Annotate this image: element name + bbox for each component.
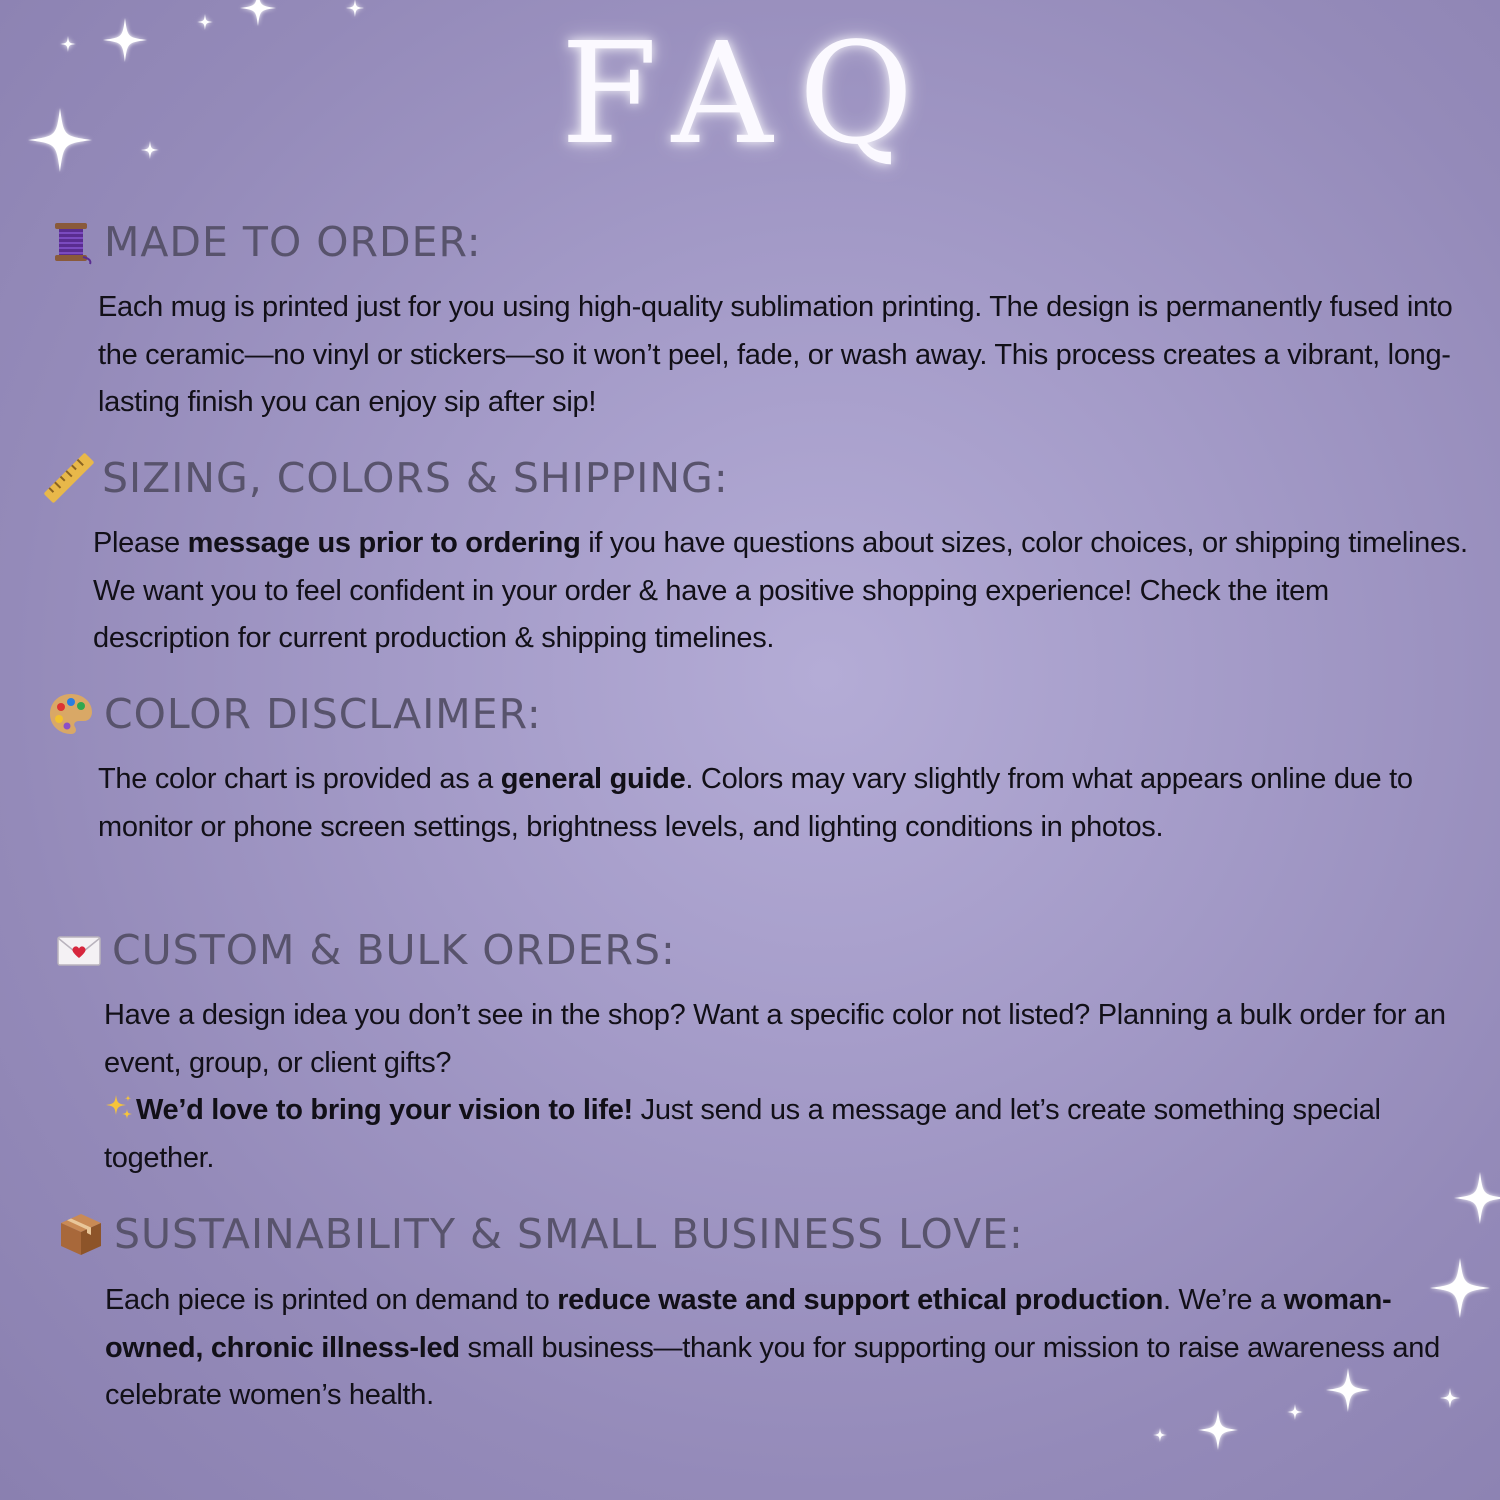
section-heading (46, 212, 482, 272)
section-body (98, 284, 1468, 427)
section-body (98, 756, 1458, 851)
section-made-to-order (46, 212, 482, 272)
love-letter-icon (54, 925, 104, 975)
body-text: Have a design idea you don’t see in the shop? Want a specific color not listed? Planning a bulk order for an event, group, or client gifts? (104, 999, 1446, 1079)
section-sustainability (56, 1204, 1024, 1264)
body-text: Just send us a message and let’s create something special together. (104, 1094, 1381, 1174)
section-heading (54, 920, 676, 980)
section-heading-text: SUSTAINABILITY & SMALL BUSINESS LOVE: (114, 1210, 1024, 1258)
body-text: Please (93, 527, 188, 559)
ruler-icon (44, 453, 94, 503)
body-text: if you have questions about sizes, color choices, or shipping timelines. We want you to feel confident in your order & have a positive shopping experience! Check the item description for current production & shipping timelines. (93, 527, 1468, 654)
page-title: FAQ (560, 13, 940, 176)
section-body (104, 992, 1464, 1182)
section-sizing-colors-shipping (44, 448, 729, 508)
bold-text: general guide (500, 763, 686, 795)
section-heading-text: COLOR DISCLAIMER: (104, 690, 542, 738)
thread-spool-icon (46, 217, 96, 267)
package-icon (56, 1209, 106, 1259)
body-text: Each piece is printed on demand to (105, 1284, 558, 1316)
section-heading (44, 448, 729, 508)
section-body (105, 1277, 1465, 1420)
body-text: . We’re a (1163, 1284, 1284, 1316)
section-color-disclaimer (46, 684, 542, 744)
body-text: . Colors may vary slightly from what appears online due to monitor or phone screen settings, brightness levels, and lighting conditions in photos. (98, 763, 1413, 843)
body-text: The color chart is provided as a (98, 763, 501, 795)
palette-icon (46, 689, 96, 739)
section-heading-text: CUSTOM & BULK ORDERS: (112, 926, 676, 974)
body-text: Each mug is printed just for you using high-quality sublimation printing. The design is permanently fused into the ceramic—no vinyl or stickers—so it won’t peel, fade, or wash away. This process creates a vibrant, long-lasting finish you can enjoy sip after sip! (98, 291, 1453, 418)
body-text: small business—thank you for supporting our mission to raise awareness and celebrate women’s health. (105, 1331, 1440, 1411)
section-heading-text: MADE TO ORDER: (104, 218, 482, 266)
section-heading (46, 684, 542, 744)
bold-text: woman-owned, chronic illness-led (105, 1284, 1392, 1364)
bold-text: reduce waste and support ethical production (557, 1284, 1164, 1316)
bold-text: message us prior to ordering (187, 527, 581, 559)
section-custom-bulk-orders (54, 920, 676, 980)
section-heading (56, 1204, 1024, 1264)
section-heading-text: SIZING, COLORS & SHIPPING: (102, 454, 729, 502)
bold-text: We’d love to bring your vision to life! (136, 1094, 633, 1126)
section-body (93, 520, 1473, 663)
sparkles-icon (104, 1091, 134, 1121)
